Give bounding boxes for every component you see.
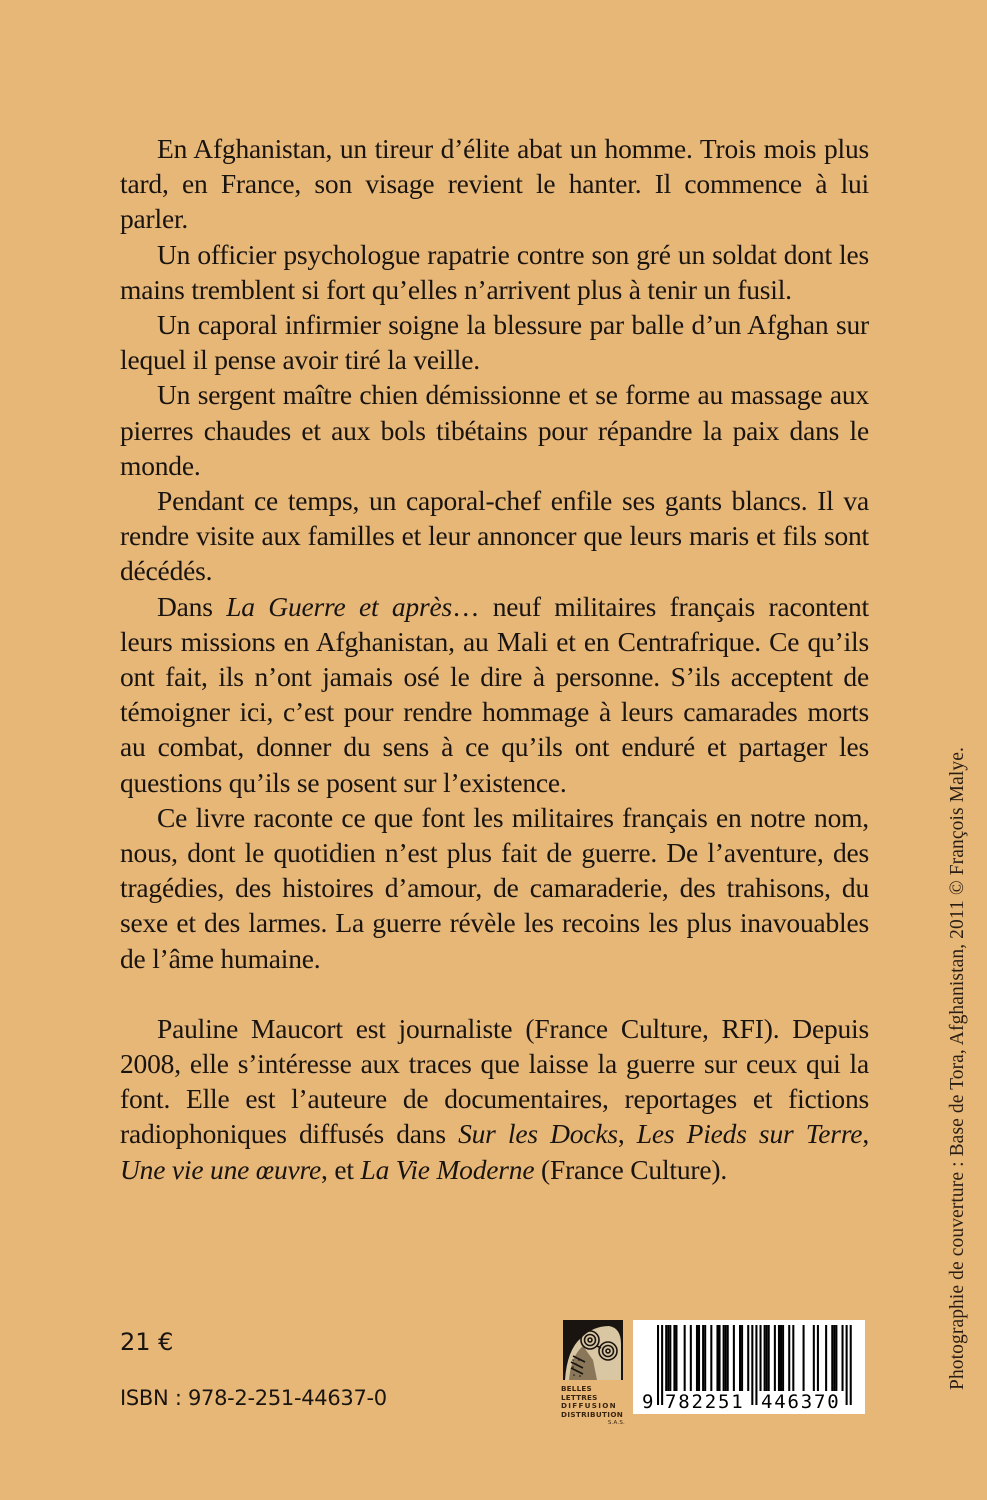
blurb-paragraph <box>120 589 869 800</box>
text-run: Pauline Maucort est journaliste (France Culture, RFI). Depuis 2008, elle s’intéresse aux traces que laisse la guerre sur ceux qui la font. Elle est l’auteure de documentaires, reportages et fictions radiophoniques diffusés dans <box>120 1012 869 1150</box>
blurb-paragraph <box>120 483 869 589</box>
price: 21 € <box>120 1328 174 1356</box>
publisher-line-3: DISTRIBUTION <box>561 1409 624 1419</box>
publisher-line-4: S.A.S. <box>607 1420 625 1427</box>
text-run: Un sergent maître chien démissionne et se forme au massage aux pierres chaudes et aux bols tibétains pour répandre la paix dans le monde. <box>120 379 869 481</box>
blurb-paragraph <box>120 377 869 483</box>
publisher-line-2: DIFFUSION <box>561 1401 617 1411</box>
text-run: Ce livre raconte ce que font les militaires français en notre nom, nous, dont le quotidien n’est plus fait de guerre. De l’aventure, des tragédies, des histoires d’amour, de camaraderie, des trahisons, du sexe et des larmes. La guerre révèle les recoins les plus inavouables de l’âme humaine. <box>120 801 869 974</box>
italic-title: Les Pieds sur Terre <box>636 1118 863 1150</box>
italic-title: La Guerre et après <box>226 590 452 622</box>
italic-title: Sur les Docks <box>458 1118 618 1150</box>
text-run: En Afghanistan, un tireur d’élite abat un homme. Trois mois plus tard, en France, son visage revient le hanter. Il commence à lui parler. <box>120 133 869 235</box>
owl-logo-icon <box>563 1320 623 1380</box>
svg-text:9: 9 <box>642 1391 654 1413</box>
svg-text:446370: 446370 <box>761 1391 841 1413</box>
blurb-paragraph <box>120 307 869 377</box>
publisher-line-1: BELLES LETTRES <box>561 1384 598 1402</box>
isbn-barcode <box>633 1320 865 1414</box>
isbn: ISBN : 978-2-251-44637-0 <box>120 1386 387 1410</box>
text-run: Pendant ce temps, un caporal-chef enfile ses gants blancs. Il va rendre visite aux familles et leur annoncer que leurs maris et fils sont décédés. <box>120 485 869 587</box>
text-run: , et <box>320 1153 361 1185</box>
italic-title: Une vie une œuvre <box>120 1153 321 1185</box>
text-run: Un officier psychologue rapatrie contre son gré un soldat dont les mains tremblent si fort qu’elles n’arrivent plus à tenir un fusil. <box>120 238 869 305</box>
italic-title: La Vie Moderne <box>360 1153 535 1185</box>
blurb-paragraph <box>120 237 869 307</box>
text-run: Dans <box>157 590 227 622</box>
author-bio <box>120 1011 869 1187</box>
blurb <box>120 131 869 976</box>
blurb-paragraph <box>120 800 869 976</box>
blurb-paragraph <box>120 131 869 237</box>
back-cover-text <box>120 131 869 1187</box>
text-run: … neuf militaires français racontent leurs missions en Afghanistan, au Mali et en Centrafrique. Ce qu’ils ont fait, ils n’ont jamais osé le dire à personne. S’ils acceptent de témoigner ici, c’est pour rendre hommage à leurs camarades morts au combat, donner du sens à ce qu’ils ont enduré et partager les questions qu’ils se posent sur l’existence. <box>120 590 869 798</box>
text-run: , <box>617 1118 637 1150</box>
photo-credit: Photographie de couverture : Base de Tora, Afghanistan, 2011 © François Malye. <box>947 747 968 1390</box>
svg-text:782251: 782251 <box>665 1391 745 1413</box>
publisher-name <box>561 1385 625 1428</box>
text-run: (France Culture). <box>534 1153 727 1185</box>
text-run: , <box>862 1118 869 1150</box>
text-run: Un caporal infirmier soigne la blessure par balle d’un Afghan sur lequel il pense avoir tiré la veille. <box>120 309 869 376</box>
